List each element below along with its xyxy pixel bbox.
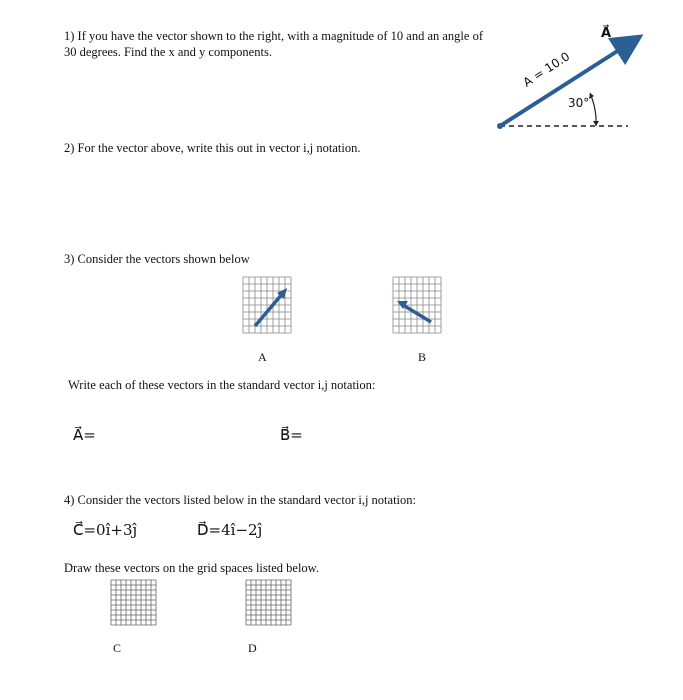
question-3-text: 3) Consider the vectors shown below [64,252,250,266]
question-1-text: 1) If you have the vector shown to the right, with a magnitude of 10 and an angle of 30 degrees. Find the x and y components. [64,29,483,59]
grid-a [243,277,293,337]
grid-d [246,580,296,630]
grid-c [111,580,161,630]
question-4-text: 4) Consider the vectors listed below in the standard vector i,j notation: [64,493,417,507]
vector-d-expression: D⃗=4î−2ĵ [197,521,263,539]
question-3-instruction: Write each of these vectors in the standard vector i,j notation: [68,378,376,392]
question-2-text: 2) For the vector above, write this out in vector i,j notation. [64,141,361,155]
vector-a-label: A⃗ [601,26,612,41]
grid-b-label: B [418,350,427,364]
grid-c-label: C [113,641,122,655]
angle-label: 30° [568,96,590,110]
grid-b [393,277,443,337]
vector-c-expression: C⃗=0î+3ĵ [73,521,138,539]
answer-b-expression: B⃗= [280,426,303,444]
question-4-instruction: Draw these vectors on the grid spaces listed below. [64,561,320,575]
grid-d-label: D [248,641,257,655]
magnitude-label: A = 10.0 [520,49,573,90]
answer-a-expression: A⃗= [73,426,96,444]
grid-a-label: A [258,350,267,364]
vector-origin-dot [497,123,503,129]
